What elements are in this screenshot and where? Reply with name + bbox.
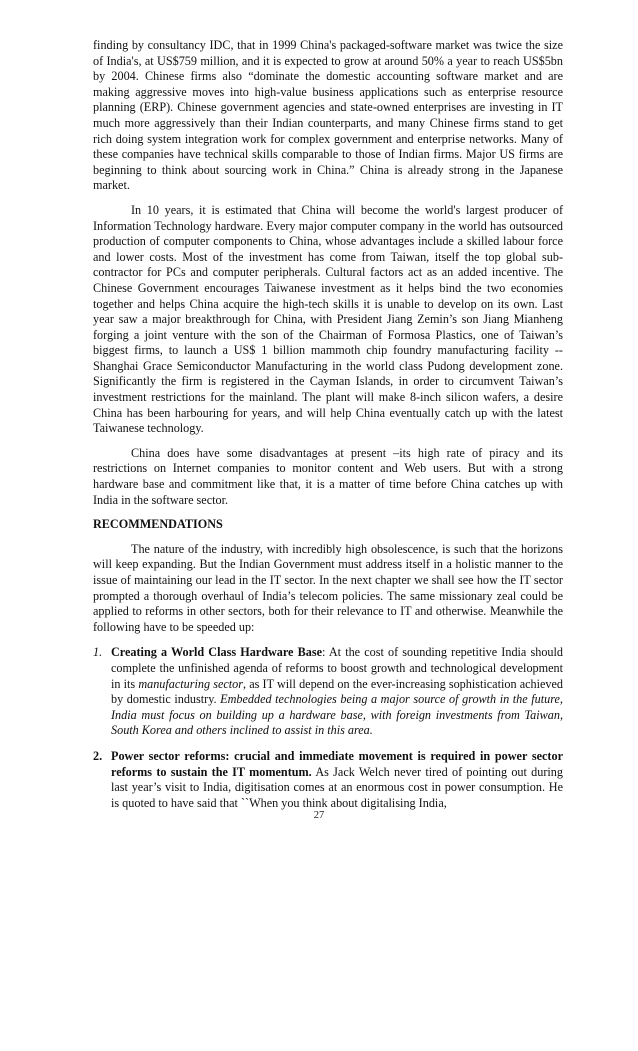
- paragraph-recommendations-intro: The nature of the industry, with incredibly high obsolescence, is such that the horizons will keep expanding. But the Indian Government must address itself in a holistic manner to the issue of maintaining our lead in the IT sector. In the next chapter we shall see how the IT sector prompted a thorough overhaul of India’s telecom policies. The same missionary zeal could be applied to reforms in other sectors, both for their relevance to IT and otherwise. Meanwhile the following have to be speeded up:: [93, 541, 563, 634]
- recommendation-2-text: As Jack Welch never tired of pointing out during last year’s visit to India, digitisation comes at an enormous cost in power consumption. He is quoted to have said that ``When you think about digitalising India,: [111, 764, 563, 810]
- list-number-1: 1.: [93, 645, 103, 660]
- section-heading-recommendations: RECOMMENDATIONS: [93, 517, 223, 532]
- paragraph-china-hardware: In 10 years, it is estimated that China will become the world's largest producer of Information Technology hardware. Every major computer company in the world has outsourced production of computer components to China, whose advantages include a skilled labour force and lower costs. Most of the investment has come from Taiwan, itself the top global sub-contractor for PCs and computer peripherals. Cultural factors act as an added incentive. The Chinese Government encourages Taiwanese investment as it helps bind the two economies together and helps China acquire the high-tech skills it is unable to develop on its own. Last year saw a major breakthrough for China, with President Jiang Zemin’s son Jiang Mianheng forging a joint venture with the son of the Chairman of Formosa Plastics, one of Taiwan’s biggest firms, to launch a US$ 1 billion mammoth chip foundry manufacturing facility -- Shanghai Grace Semiconductor Manufacturing in the world class Pudong development zone. Significantly the firm is registered in the Cayman Islands, in order to circumvent Taiwan’s investment restrictions for the mainland. The plant will make 8-inch silicon wafers, a desire China has been harbouring for years, and will help China eventually catch up with the latest Taiwanese technology.: [93, 202, 563, 436]
- recommendation-2-title: Power sector reforms: crucial and immediate movement is required in power sector reforms to sustain the IT momentum.: [111, 748, 563, 779]
- recommendation-1-italic-tail: Embedded technologies being a major source of growth in the future, India must focus on building up a hardware base, with foreign investments from Taiwan, South Korea and others inclined to assist in this area.: [111, 692, 563, 738]
- paragraph-china-software-market: finding by consultancy IDC, that in 1999 China's packaged-software market was twice the size of India's, at US$759 million, and it is expected to grow at around 50% a year to reach US$5bn by 2004. Chinese firms also “dominate the domestic accounting software market and are making aggressive moves into high-value business applications such as enterprise resource planning (ERP). Chinese government agencies and state-owned enterprises are investing in IT much more aggressively than their Indian counterparts, and many Chinese firms stand to get rich doing system integration work for complex government and enterprise networks. Many of these companies have technical skills comparable to those of Indian firms. Major US firms are beginning to think about sourcing work in China.” China is already strong in the Japanese market.: [93, 38, 563, 193]
- recommendation-1-text-a: : At the cost of sounding repetitive India should complete the unfinished agenda of reforms to boost growth and technological development in its: [111, 645, 563, 691]
- recommendation-1-body: [111, 645, 563, 737]
- recommendation-item-1: [93, 645, 563, 739]
- recommendation-2-body: [111, 749, 563, 810]
- recommendation-1-text-b: , as IT will depend on the ever-increasing sophistication achieved by domestic industry.: [111, 676, 564, 707]
- page-number: 27: [313, 810, 325, 821]
- recommendation-1-italic-phrase: manufacturing sector: [138, 676, 244, 691]
- recommendation-1-title: Creating a World Class Hardware Base: [111, 645, 322, 660]
- list-number-2: 2.: [93, 748, 103, 763]
- recommendation-item-2: [93, 749, 563, 811]
- paragraph-china-disadvantages: China does have some disadvantages at present –its high rate of piracy and its restrictions on Internet companies to monitor content and Web users. But with a strong hardware base and commitment like that, it is a matter of time before China catches up with India in the software sector.: [93, 445, 563, 507]
- document-page: [93, 38, 563, 811]
